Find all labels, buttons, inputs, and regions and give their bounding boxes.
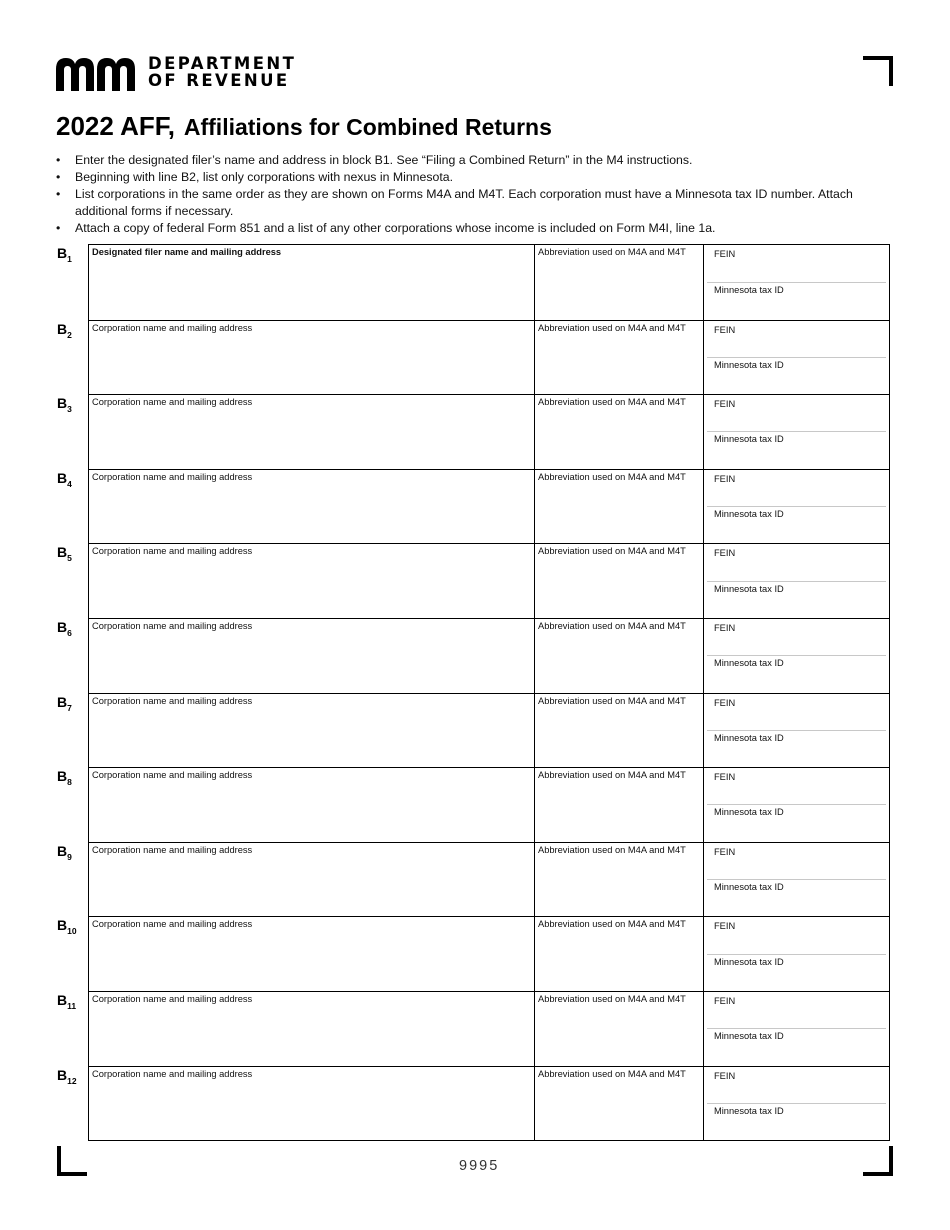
department-name [148, 55, 296, 89]
fein-field[interactable]: FEIN [707, 696, 886, 731]
form-row [57, 618, 889, 693]
mn-tax-id-field[interactable]: Minnesota tax ID [714, 882, 784, 893]
mn-tax-id-field[interactable]: Minnesota tax ID [714, 583, 784, 594]
row-label: $B_{11}$ [57, 991, 77, 1011]
instruction-item: • List corporations in the same order as they are shown on Forms M4A and M4T. Each corporation must have a Minnesota tax ID number. Attach additional forms if necessary. [56, 187, 853, 218]
fein-field[interactable]: FEIN [707, 397, 886, 432]
department-logo [56, 55, 296, 95]
id-fields [704, 619, 889, 693]
mn-tax-id-field[interactable]: Minnesota tax ID [714, 658, 784, 669]
id-fields [704, 395, 889, 469]
mn-tax-id-field[interactable]: Minnesota tax ID [714, 509, 784, 520]
fein-field[interactable]: FEIN [707, 546, 886, 581]
bullet: • [56, 221, 61, 235]
row-label: $B_7$ [57, 693, 72, 713]
name-address-field[interactable]: Corporation name and mailing address [89, 1067, 535, 1141]
affiliations-form-grid [57, 244, 890, 1141]
dept-line-2: OF REVENUE [148, 71, 290, 90]
mn-logo-icon [56, 55, 136, 91]
fein-field[interactable]: FEIN [707, 994, 886, 1029]
fein-field[interactable]: FEIN [707, 770, 886, 805]
abbreviation-field[interactable]: Abbreviation used on M4A and M4T [535, 1067, 704, 1141]
name-address-field[interactable]: Corporation name and mailing address [89, 843, 535, 917]
abbreviation-field[interactable]: Abbreviation used on M4A and M4T [535, 992, 704, 1066]
id-fields [704, 321, 889, 395]
row-label: $B_5$ [57, 544, 72, 564]
form-row [57, 1066, 889, 1141]
id-fields [704, 470, 889, 544]
instruction-item: • Beginning with line B2, list only corporations with nexus in Minnesota. [56, 170, 453, 184]
id-fields [704, 992, 889, 1066]
name-address-field[interactable]: Corporation name and mailing address [89, 395, 535, 469]
corner-mark-bottom-left [57, 1146, 87, 1176]
fein-field[interactable]: FEIN [707, 472, 886, 507]
name-address-field[interactable]: Corporation name and mailing address [89, 917, 535, 991]
row-label: $B_8$ [57, 768, 72, 788]
mn-tax-id-field[interactable]: Minnesota tax ID [714, 1031, 784, 1042]
row-label: $B_2$ [57, 320, 72, 340]
instruction-item: • Attach a copy of federal Form 851 and a list of any other corporations whose income is included on Form M4I, line 1a. [56, 221, 716, 235]
row-label: $B_4$ [57, 469, 72, 489]
name-address-field[interactable]: Corporation name and mailing address [89, 544, 535, 618]
bullet: • [56, 153, 61, 167]
row-label: $B_3$ [57, 395, 72, 415]
name-address-field[interactable]: Corporation name and mailing address [89, 470, 535, 544]
fein-field[interactable]: FEIN [707, 845, 886, 880]
form-row [57, 767, 889, 842]
bullet: • [56, 187, 61, 201]
fein-field[interactable]: FEIN [707, 323, 886, 358]
name-address-field[interactable]: Corporation name and mailing address [89, 619, 535, 693]
id-fields [704, 917, 889, 991]
id-fields [704, 843, 889, 917]
form-row [57, 991, 889, 1066]
name-address-field[interactable]: Designated filer name and mailing address [89, 245, 535, 320]
form-row [57, 916, 889, 991]
fein-field[interactable]: FEIN [707, 247, 886, 283]
id-fields [704, 768, 889, 842]
name-address-field[interactable]: Corporation name and mailing address [89, 768, 535, 842]
abbreviation-field[interactable]: Abbreviation used on M4A and M4T [535, 245, 704, 320]
instructions-list [56, 152, 896, 237]
form-name: Affiliations for Combined Returns [183, 114, 552, 140]
fein-field[interactable]: FEIN [707, 1069, 886, 1104]
name-address-field[interactable]: Corporation name and mailing address [89, 992, 535, 1066]
form-row [57, 245, 889, 320]
fein-field[interactable]: FEIN [707, 621, 886, 656]
mn-tax-id-field[interactable]: Minnesota tax ID [714, 956, 784, 967]
name-address-field[interactable]: Corporation name and mailing address [89, 321, 535, 395]
mn-tax-id-field[interactable]: Minnesota tax ID [714, 359, 784, 370]
mn-tax-id-field[interactable]: Minnesota tax ID [714, 284, 784, 295]
dept-line-1: DEPARTMENT [148, 54, 297, 73]
page-title [56, 106, 552, 143]
row-label: $B_1$ [57, 245, 72, 264]
id-fields [704, 694, 889, 768]
form-number: 9995 [459, 1158, 500, 1174]
row-label: $B_{10}$ [57, 917, 77, 937]
form-row [57, 469, 889, 544]
mn-tax-id-field[interactable]: Minnesota tax ID [714, 732, 784, 743]
row-label: $B_9$ [57, 842, 72, 862]
fein-field[interactable]: FEIN [707, 919, 886, 954]
mn-tax-id-field[interactable]: Minnesota tax ID [714, 434, 784, 445]
id-fields [704, 245, 889, 320]
form-code: 2022 AFF, [56, 111, 175, 141]
abbreviation-field[interactable]: Abbreviation used on M4A and M4T [535, 768, 704, 842]
abbreviation-field[interactable]: Abbreviation used on M4A and M4T [535, 544, 704, 618]
instruction-item: • Enter the designated filer’s name and address in block B1. See “Filing a Combined Return” in the M4 instructions. [56, 153, 693, 167]
name-address-field[interactable]: Corporation name and mailing address [89, 694, 535, 768]
form-row [57, 693, 889, 768]
abbreviation-field[interactable]: Abbreviation used on M4A and M4T [535, 917, 704, 991]
abbreviation-field[interactable]: Abbreviation used on M4A and M4T [535, 619, 704, 693]
form-row [57, 320, 889, 395]
id-fields [704, 1067, 889, 1141]
row-label: $B_{12}$ [57, 1066, 77, 1086]
form-row [57, 543, 889, 618]
mn-tax-id-field[interactable]: Minnesota tax ID [714, 807, 784, 818]
row-label: $B_6$ [57, 618, 72, 638]
abbreviation-field[interactable]: Abbreviation used on M4A and M4T [535, 843, 704, 917]
abbreviation-field[interactable]: Abbreviation used on M4A and M4T [535, 694, 704, 768]
form-row [57, 394, 889, 469]
form-row [57, 842, 889, 917]
abbreviation-field[interactable]: Abbreviation used on M4A and M4T [535, 321, 704, 395]
id-fields [704, 544, 889, 618]
mn-tax-id-field[interactable]: Minnesota tax ID [714, 1105, 784, 1116]
abbreviation-field[interactable]: Abbreviation used on M4A and M4T [535, 395, 704, 469]
corner-mark-top-right [863, 56, 893, 86]
corner-mark-bottom-right [863, 1146, 893, 1176]
abbreviation-field[interactable]: Abbreviation used on M4A and M4T [535, 470, 704, 544]
bullet: • [56, 170, 61, 184]
